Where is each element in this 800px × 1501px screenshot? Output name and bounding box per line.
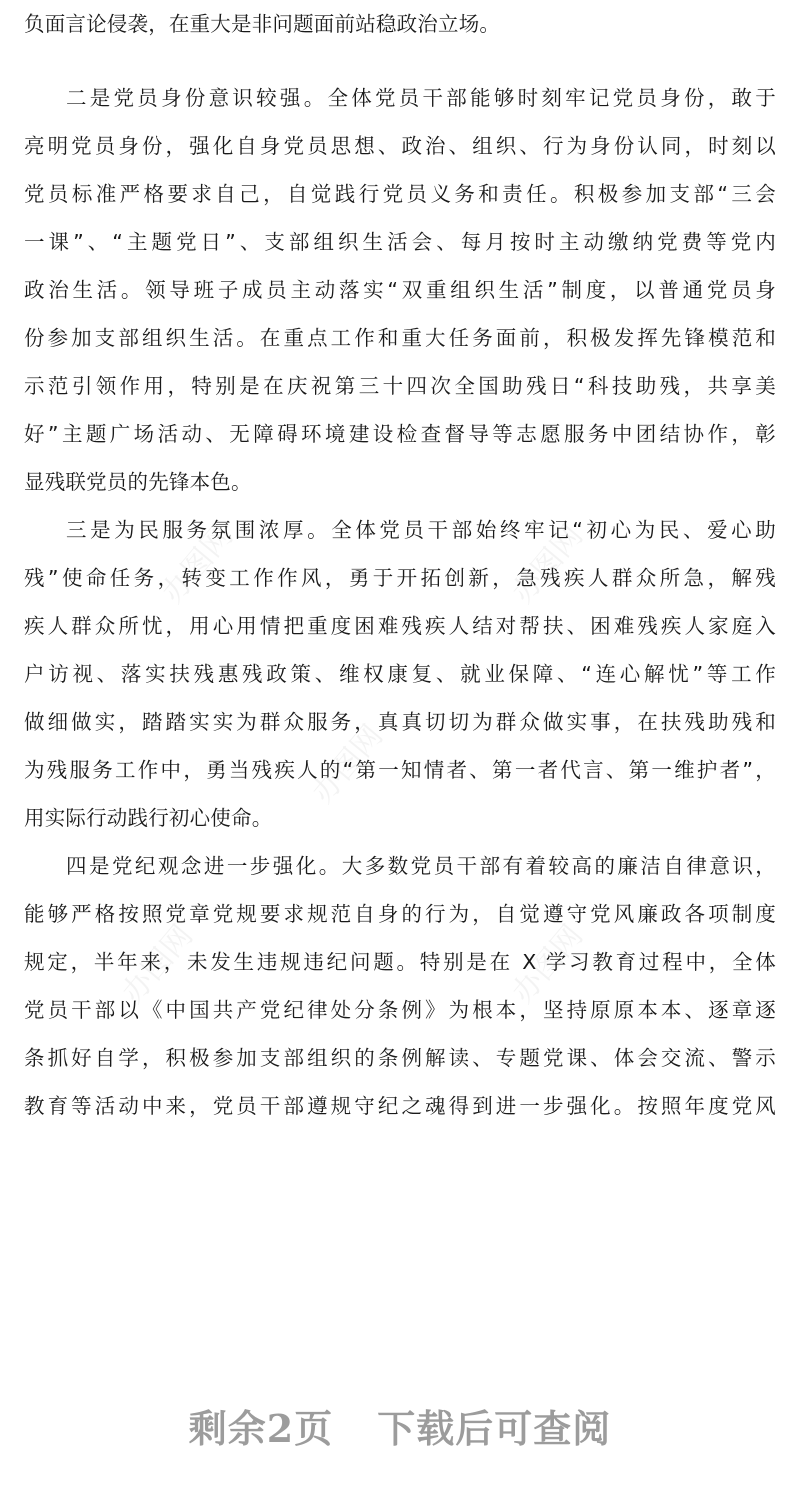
paragraph-line: 规定，半年来，未发生违规违纪问题。特别是在 X 学习教育过程中，全体 xyxy=(24,950,776,974)
watermark: 办图网 xyxy=(115,918,201,1010)
paragraph-line: 显残联党员的先锋本色。 xyxy=(24,470,252,494)
paragraph-line: 四是党纪观念进一步强化。大多数党员干部有着较高的廉洁自律意识， xyxy=(66,854,776,878)
paragraph-line: 党员标准严格要求自己，自觉践行党员义务和责任。积极参加支部“三会 xyxy=(24,182,776,206)
document-body xyxy=(24,0,776,1130)
download-prompt-text[interactable]: 下载后可查阅 xyxy=(377,1406,612,1451)
remaining-pages-text: 剩余2页 xyxy=(188,1406,334,1451)
paragraph-line: 亮明党员身份，强化自身党员思想、政治、组织、行为身份认同，时刻以 xyxy=(24,134,776,158)
watermark: 办图网 xyxy=(155,518,241,610)
watermark: 办图网 xyxy=(505,918,591,1010)
paragraph-line: 二是党员身份意识较强。全体党员干部能够时刻牢记党员身份，敢于 xyxy=(66,86,776,110)
download-banner[interactable] xyxy=(0,1398,800,1453)
paragraph-line: 教育等活动中来，党员干部遵规守纪之魂得到进一步强化。按照年度党风 xyxy=(24,1094,776,1118)
paragraph-line: 一课”、“主题党日”、支部组织生活会、每月按时主动缴纳党费等党内 xyxy=(24,230,776,254)
paragraph-line: 示范引领作用，特别是在庆祝第三十四次全国助残日“科技助残，共享美 xyxy=(24,374,776,398)
paragraph-line: 政治生活。领导班子成员主动落实“双重组织生活”制度，以普通党员身 xyxy=(24,278,776,302)
paragraph-line: 疾人群众所忧，用心用情把重度困难残疾人结对帮扶、困难残疾人家庭入 xyxy=(24,614,776,638)
paragraph-line: 能够严格按照党章党规要求规范自身的行为，自觉遵守党风廉政各项制度 xyxy=(24,902,776,926)
paragraph-line: 户访视、落实扶残惠残政策、维权康复、就业保障、“连心解忧”等工作 xyxy=(24,662,776,686)
paragraph-line: 为残服务工作中，勇当残疾人的“第一知情者、第一者代言、第一维护者”， xyxy=(24,758,776,782)
paragraph-line: 用实际行动践行初心使命。 xyxy=(24,806,273,830)
paragraph-line: 份参加支部组织生活。在重点工作和重大任务面前，积极发挥先锋模范和 xyxy=(24,326,776,350)
watermark: 办图网 xyxy=(505,518,591,610)
paragraph-line: 好”主题广场活动、无障碍环境建设检查督导等志愿服务中团结协作，彰 xyxy=(24,422,776,446)
paragraph-gap xyxy=(24,48,776,74)
watermark: 办图网 xyxy=(305,718,391,810)
paragraph-line: 残”使命任务，转变工作作风，勇于开拓创新，急残疾人群众所急，解残 xyxy=(24,566,776,590)
paragraph-line: 条抓好自学，积极参加支部组织的条例解读、专题党课、体会交流、警示 xyxy=(24,1046,776,1070)
paragraph-line: 负面言论侵袭，在重大是非问题面前站稳政治立场。 xyxy=(24,12,501,36)
paragraph-line: 党员干部以《中国共产党纪律处分条例》为根本，坚持原原本本、逐章逐 xyxy=(24,998,776,1022)
paragraph-line: 三是为民服务氛围浓厚。全体党员干部始终牢记“初心为民、爱心助 xyxy=(66,518,776,542)
paragraph-line: 做细做实，踏踏实实为群众服务，真真切切为群众做实事，在扶残助残和 xyxy=(24,710,776,734)
